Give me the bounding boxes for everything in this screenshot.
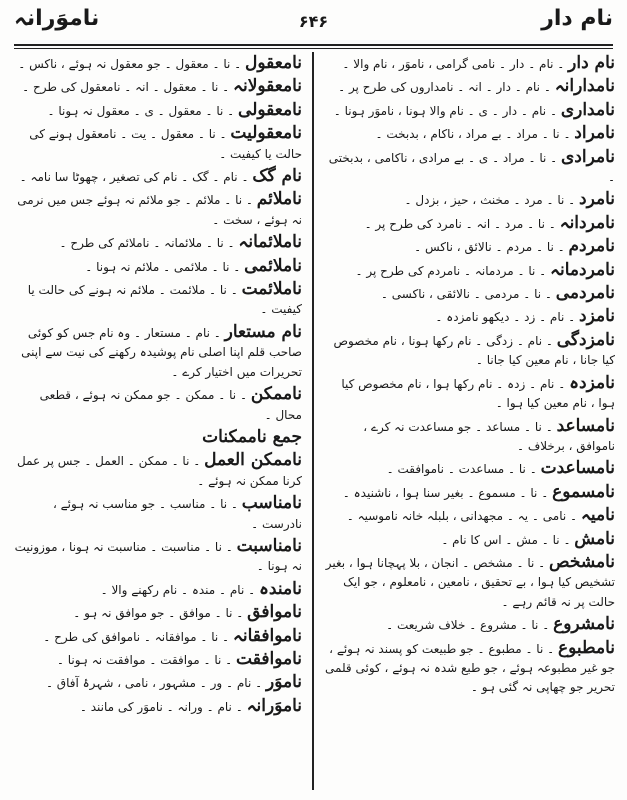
entry-headword: ناموَرانہ: [246, 695, 302, 716]
dictionary-entry: [325, 528, 615, 550]
entry-headword: نامش: [574, 528, 615, 549]
page-number: ۶۴۶: [298, 12, 329, 31]
header-left-title: ناموَرانہ: [14, 6, 100, 31]
header-rule-thin: [14, 48, 613, 49]
entry-definition: ۔ نا ۔ مناسبت ۔ مناسبت نہ ہونا ، موزونیت نہ ہونا ۔: [14, 539, 302, 574]
entry-definition: ۔ نام ۔ مندہ ۔ نام رکھنے والا ۔: [100, 582, 256, 597]
entry-headword: نامساعدت: [540, 458, 615, 479]
dictionary-entry: [12, 449, 302, 491]
dictionary-entry: [325, 122, 615, 144]
entry-definition: ۔ نام ۔ ور ۔ مشہور ، نامی ، شہرۂ آفاق ۔: [45, 676, 263, 691]
dictionary-entry: [325, 188, 615, 210]
dictionary-entry: [325, 212, 615, 234]
entry-definition: ۔ نا ۔ موافق ۔ جو موافق نہ ہو ۔: [73, 606, 244, 621]
entry-headword: ناملائمی: [244, 255, 302, 276]
entry-definition: ۔ نا ۔ معقول ۔ جو معقول نہ ہوئے ، ناکس ۔: [18, 57, 242, 71]
entry-headword: نامطبوع: [557, 637, 615, 658]
dictionary-entry: [325, 282, 615, 304]
entry-definition: ۔ نا ۔ مرد ۔ انہ ۔ نامرد کی طرح پر ۔: [364, 216, 556, 231]
entry-definition: ۔ نا ۔ موافقانہ ۔ ناموافق کی طرح ۔: [43, 629, 230, 644]
entry-definition: ۔ نا ۔ معقول ۔ انہ ۔ نامعقول کی طرح ۔: [22, 80, 230, 95]
dictionary-entry: [12, 122, 302, 164]
entry-definition: ۔ نا ۔ مردمی ۔ نالائقی ، ناکسی ۔: [380, 287, 552, 302]
dictionary-entry: [325, 75, 615, 97]
dictionary-entry: [12, 188, 302, 230]
entry-headword: نامناسبت: [236, 535, 302, 556]
entry-definition: ۔ نا ۔ مناسب ۔ جو مناسب نہ ہوئے ، نادرست ۔: [52, 497, 302, 531]
entry-headword: نامراد: [574, 123, 615, 144]
entry-headword: نامدارانہ: [554, 76, 615, 97]
header-right-title: نام دار: [541, 6, 613, 31]
dictionary-entry: [325, 146, 615, 188]
entry-headword: ناموافقت: [236, 648, 302, 669]
entry-definition: ۔ نامی ۔ یہ ۔ مجھدانی ، بلبلہ خانہ ناموسیہ ۔: [346, 509, 578, 524]
entry-headword: جمع ناممکنات: [202, 426, 302, 447]
entry-headword: نامعقولی: [238, 99, 302, 120]
entry-definition: ۔ نا ۔ ملائمانہ ۔ ناملائم کی طرح ۔: [59, 236, 235, 251]
entry-headword: نامعقولانہ: [233, 76, 302, 97]
dictionary-entry: [12, 625, 302, 647]
entry-definition: ۔ نا ۔ ملائم ۔ جو ملائم نہ ہوئے جس میں نرمی نہ ہوئے ، سخت ۔: [17, 193, 302, 227]
entry-definition: ۔ نا ۔ ممکن ۔ جو ممکن نہ ہوئے ، قطعی محال ۔: [39, 388, 302, 422]
dictionary-entry: [12, 99, 302, 121]
entry-definition: ۔ نا ۔ مشروع ۔ خلاف شریعت ۔: [386, 618, 550, 633]
entry-definition: ۔ نا ۔ مرد ۔ مخنث ، حیز ، بزدل ۔: [404, 193, 576, 208]
entry-definition: ۔ نا ۔ مسموع ۔ بغیر سنا ہوا ، ناشنیدہ ۔: [342, 485, 549, 500]
dictionary-entry: [12, 601, 302, 623]
dictionary-entry: [12, 535, 302, 577]
entry-headword: ناموافقانہ: [232, 625, 302, 646]
dictionary-entry: [325, 637, 615, 698]
entry-headword: نام مستعار: [224, 321, 302, 342]
dictionary-entry: [12, 231, 302, 253]
entry-headword: ناموَر: [265, 672, 302, 693]
entry-definition: ۔ نا ۔ مردمانہ ۔ نامردم کی طرح پر ۔: [355, 263, 547, 278]
entry-headword: ناملائمت: [241, 279, 302, 300]
entry-definition: ۔ نا ۔ مساعدت ۔ ناموافقت ۔: [386, 462, 537, 477]
entry-headword: نام دار: [568, 53, 615, 73]
column-divider: [312, 52, 314, 790]
entry-headword: نامناسب: [241, 493, 302, 514]
dictionary-entry: [12, 52, 302, 74]
dictionary-entry: [12, 278, 302, 320]
entry-definition: ۔ نام ۔ زد ۔ دیکھو نامزدہ ۔: [435, 310, 576, 325]
entry-definition: ۔ نام ۔ دار ۔ نامی گرامی ، ناموَر ، نام والا ۔: [342, 57, 565, 71]
entry-definition: ۔ نام ۔ دار ۔ انہ ۔ نامداروں کی طرح پر ۔: [338, 80, 551, 95]
dictionary-entry: [325, 305, 615, 327]
entry-definition: ۔ نا ۔ مردم ۔ نالائق ، ناکس ۔: [414, 240, 565, 255]
dictionary-entry: [12, 383, 302, 425]
entry-headword: نام گک: [252, 166, 302, 187]
dictionary-entry: [12, 165, 302, 187]
dictionary-entry: [12, 75, 302, 97]
dictionary-entry: [325, 99, 615, 121]
entry-headword: نامندہ: [258, 578, 302, 599]
entry-definition: ۔ نا ۔ مشخص ۔ انجان ، بلا پہچانا ہوا ، بغیر تشخیص کیا ہوا ، بے تحقیق ، نامعین ، نامعلوم ، جو ایک حالت پر نہ قائم رہے ۔: [325, 555, 615, 609]
dictionary-entry: [325, 52, 615, 74]
dictionary-entry: [325, 259, 615, 281]
entry-definition: ۔ نام ۔ ورانہ ۔ ناموَر کی مانند ۔: [79, 699, 243, 714]
entry-definition: ۔ نام ۔ زدگی ۔ نام رکھا ہونا ، نام مخصوص کیا جانا ، نام معین کیا جانا ۔: [333, 333, 615, 368]
entry-definition: ۔ نا ۔ معقول ۔ یت ۔ نامعقول ہونے کی حالت یا کیفیت ۔: [29, 127, 302, 161]
dictionary-entry: [12, 648, 302, 670]
entry-headword: نامزد: [579, 306, 615, 327]
entry-headword: ناملائمانہ: [238, 232, 302, 253]
dictionary-entry: [325, 481, 615, 503]
dictionary-entry: [325, 372, 615, 414]
entry-headword: ناموافق: [247, 602, 302, 623]
entry-headword: نامرادی: [561, 146, 615, 167]
entry-headword: نامزدگی: [556, 329, 615, 350]
entry-headword: نامساعد: [556, 415, 615, 436]
dictionary-entry: [325, 329, 615, 371]
dictionary-entry: [12, 578, 302, 600]
entry-definition: ۔ نا ۔ معقول ۔ ی ۔ معقول نہ ہونا ۔: [47, 103, 235, 118]
dictionary-entry: [12, 321, 302, 382]
dictionary-entry: [12, 426, 302, 448]
dictionary-entry: [12, 492, 302, 534]
dictionary-entry: [325, 504, 615, 526]
dictionary-entry: [12, 671, 302, 693]
entry-headword: نامشروع: [553, 614, 615, 635]
entry-definition: ۔ نا ۔ ملائمی ۔ ملائم نہ ہونا ۔: [85, 259, 241, 274]
entry-headword: نامردم: [568, 236, 615, 257]
entry-definition: ۔ نا ۔ ملائمت ۔ ملائم نہ ہونے کی حالت یا کیفیت ۔: [27, 283, 302, 317]
entry-headword: نامزدہ: [569, 372, 615, 393]
entry-headword: نامردمی: [555, 283, 615, 304]
header-rule: [14, 44, 613, 46]
entry-definition: ۔ نام ۔ گک ۔ نام کی تصغیر ، چھوٹا سا نامہ ۔: [19, 170, 249, 185]
right-column: [325, 52, 615, 790]
entry-headword: ناممکن العمل: [204, 450, 302, 471]
entry-definition: ۔ نا ۔ مطبوع ۔ جو طبیعت کو پسند نہ ہوئے ، جو غیر مطبوعہ ہوئے ، جو طبع شدہ نہ ہوئے ، کوئی قلمی تحریر جو چھاپی نہ گئی ہو ۔: [325, 641, 615, 695]
dictionary-entry: [325, 551, 615, 612]
entry-definition: ۔ نا ۔ مراد ۔ ی ۔ بے مرادی ، ناکامی ، بدبختی ۔: [328, 150, 615, 185]
entry-headword: نامسموع: [552, 481, 615, 502]
entry-headword: نامعقولیت: [230, 123, 302, 144]
page-header: [14, 6, 613, 42]
dictionary-entry: [325, 457, 615, 479]
entry-definition: ۔ نا ۔ مراد ۔ بے مراد ، ناکام ، بدبخت ۔: [375, 127, 571, 142]
entry-definition: ۔ نام ۔ مستعار ۔ وہ نام جس کو کوئی صاحب قلم اپنا اصلی نام پوشیدہ رکھنے کی نیت سے اپنی تحریرات میں اختیار کرے ۔: [21, 325, 302, 379]
entry-headword: نامداری: [560, 99, 615, 120]
entry-headword: ناممکن: [250, 384, 302, 405]
entry-definition: ۔ نام ۔ زدہ ۔ نام رکھا ہوا ، نام مخصوص کیا ہوا ، نام معین کیا ہوا ۔: [341, 376, 615, 411]
entry-definition: ۔ نام ۔ دار ۔ ی ۔ نام والا ہونا ، ناموَر ہونا ۔: [333, 103, 557, 118]
left-column: [12, 52, 302, 790]
entry-headword: نامیہ: [580, 505, 615, 526]
dictionary-entry: [12, 695, 302, 717]
entry-headword: ناملائم: [256, 189, 302, 210]
dictionary-entry: [325, 235, 615, 257]
dictionary-entry: [325, 415, 615, 457]
entry-headword: نامرد: [579, 189, 615, 210]
entry-definition: ۔ نا ۔ موافقت ۔ موافقت نہ ہونا ۔: [56, 652, 233, 667]
entry-headword: نامردانہ: [559, 212, 615, 233]
entry-definition: ۔ نا ۔ مساعد ۔ جو مساعدت نہ کرے ، ناموافق ، برخلاف ۔: [363, 419, 615, 453]
dictionary-entry: [325, 613, 615, 635]
dictionary-entry: [12, 255, 302, 277]
entry-headword: نامردمانہ: [550, 259, 615, 280]
entry-definition: ۔ نا ۔ ممکن ۔ العمل ۔ جس پر عمل کرنا ممکن نہ ہوئے ۔: [17, 454, 302, 488]
entry-headword: نامعقول: [245, 53, 302, 73]
entry-definition: ۔ نا ۔ مش ۔ اس کا نام ۔: [441, 532, 571, 547]
entry-headword: نامشخص: [549, 551, 615, 572]
